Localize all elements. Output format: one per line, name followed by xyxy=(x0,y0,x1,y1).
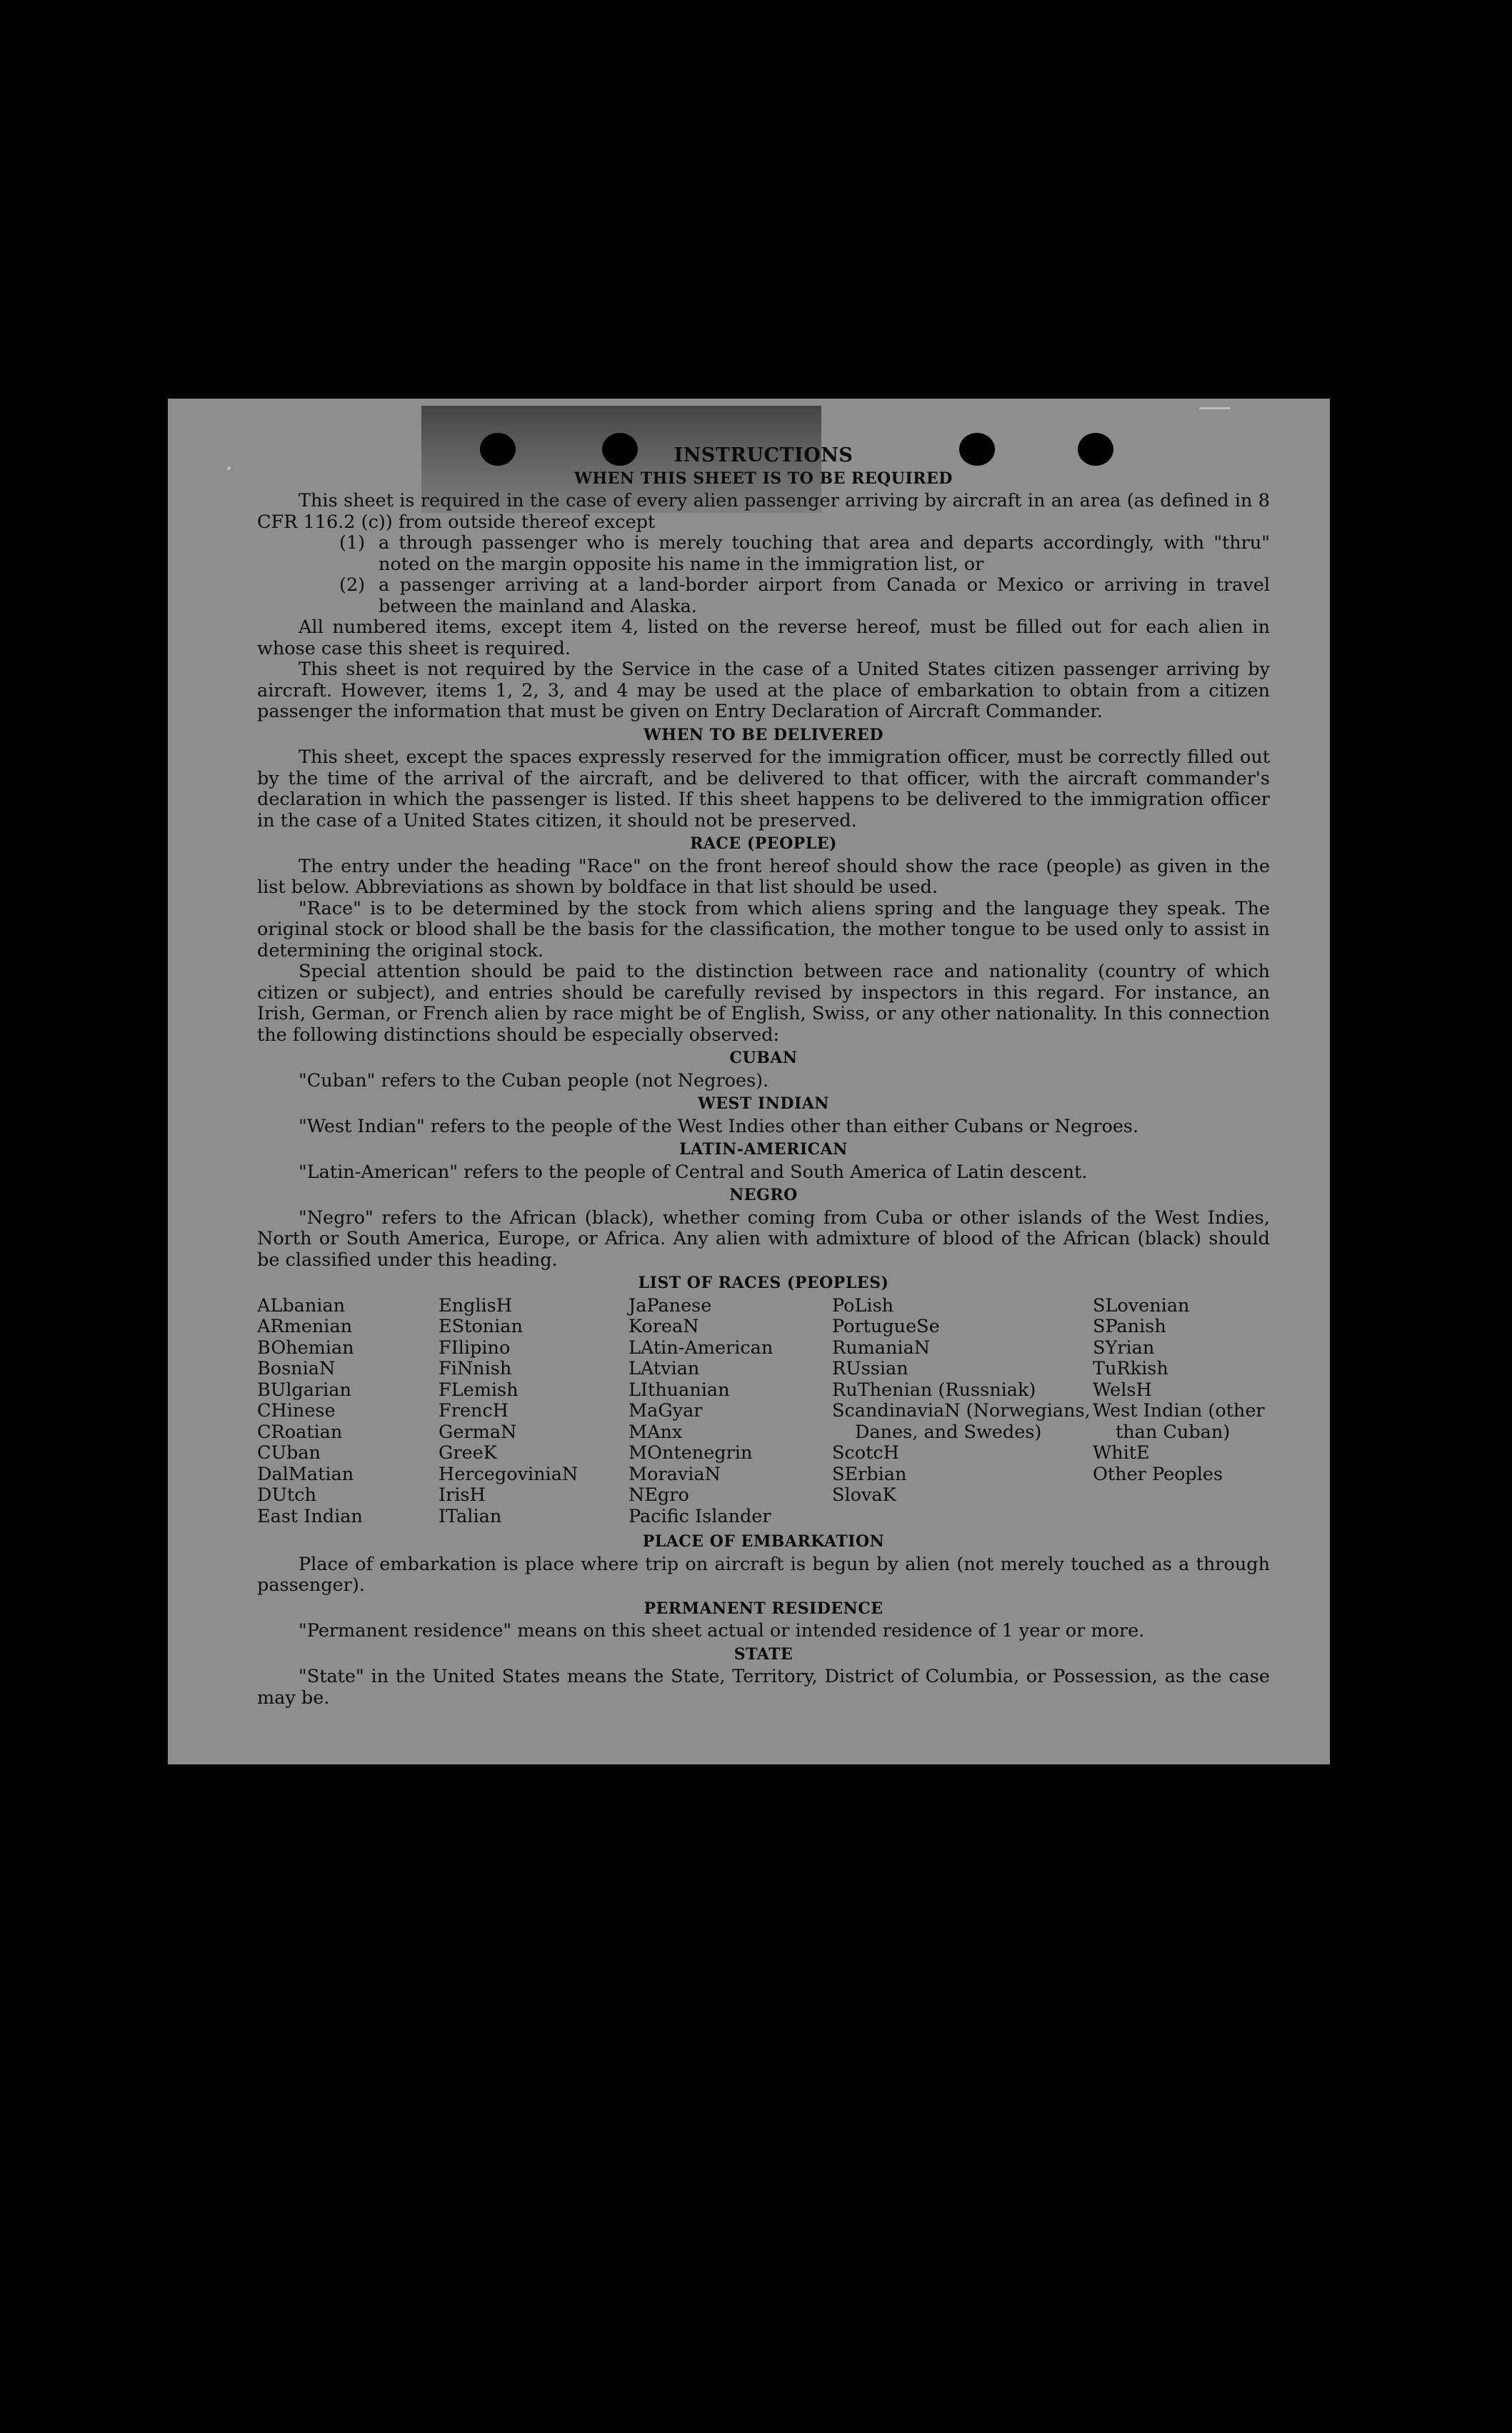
paragraph: All numbered items, except item 4, listed on the reverse hereof, must be filled out for each alien in whose case this sheet is required. xyxy=(257,616,1270,659)
races-column xyxy=(629,1296,832,1528)
race-entry: LIthuanian xyxy=(629,1379,730,1401)
race-entry: PoLish xyxy=(832,1294,894,1317)
race-entry: Other Peoples xyxy=(1093,1463,1223,1485)
race-entry: SPanish xyxy=(1093,1316,1166,1337)
race-entry: CUban xyxy=(257,1442,321,1464)
race-entry: FLemish xyxy=(439,1379,519,1401)
race-entry: TuRkish xyxy=(1093,1358,1168,1379)
paragraph: "West Indian" refers to the people of the West Indies other than either Cubans or Negroes. xyxy=(299,1115,1139,1137)
race-entry: MAnx xyxy=(629,1421,683,1443)
race-entry: EStonian xyxy=(439,1316,523,1337)
race-entry: MaGyar xyxy=(629,1400,703,1422)
race-entry: FrencH xyxy=(439,1400,509,1422)
race-entry: CRoatian xyxy=(257,1421,343,1443)
race-entry: Pacific Islander xyxy=(629,1505,771,1527)
paragraph: "Permanent residence" means on this sheet actual or intended residence of 1 year or more. xyxy=(299,1620,1145,1642)
race-entry: GermaN xyxy=(439,1421,517,1443)
race-entry: PortugueSe xyxy=(832,1316,940,1337)
race-entry: KoreaN xyxy=(629,1316,699,1337)
paragraph: This sheet is not required by the Service in the case of a United States citizen passenger arriving by aircraft. However, items 1, 2, 3, and 4 may be used at the place of embarkation to obtain from a citizen passenger the information that must be given on Entry Declaration of Aircraft Commander. xyxy=(257,659,1270,722)
paragraph: Place of embarkation is place where trip on aircraft is begun by alien (not merely touched as a through passenger). xyxy=(257,1553,1270,1596)
paragraph: The entry under the heading "Race" on the front hereof should show the race (people) as given in the list below. Abbreviations as shown by boldface in that list should be used. xyxy=(257,855,1270,898)
race-entry: MOntenegrin xyxy=(629,1442,753,1464)
paragraph: "Cuban" refers to the Cuban people (not Negroes). xyxy=(299,1069,769,1091)
race-entry: BUlgarian xyxy=(257,1379,351,1401)
race-entry: FIlipino xyxy=(439,1337,511,1359)
list-item xyxy=(339,533,1270,575)
race-entry: BOhemian xyxy=(257,1337,354,1359)
race-entry: HercegoviniaN xyxy=(439,1463,579,1485)
races-column xyxy=(832,1296,1093,1528)
races-column xyxy=(439,1296,629,1528)
paragraph: "Latin-American" refers to the people of Central and South America of Latin descent. xyxy=(299,1161,1088,1183)
race-entry: NEgro xyxy=(629,1484,689,1506)
race-entry: RuThenian (Russniak) xyxy=(832,1379,1036,1401)
race-entry: ScotcH xyxy=(832,1442,899,1464)
list-item xyxy=(339,575,1270,617)
races-column xyxy=(257,1296,439,1528)
race-entry: West Indian (other than Cuban) xyxy=(1093,1400,1265,1443)
race-entry: ITalian xyxy=(439,1505,502,1527)
race-entry: SErbian xyxy=(832,1463,907,1485)
item-number: (1) xyxy=(339,532,366,554)
document-sheet xyxy=(168,399,1330,1764)
section-heading-state: STATE xyxy=(734,1644,793,1664)
race-entry: FiNnish xyxy=(439,1358,512,1379)
paragraph: "Negro" refers to the African (black), whether coming from Cuba or other islands of the West Indies, North or South America, Europe, or Africa. Any alien with admixture of blood of the African (black) should be classified under this heading. xyxy=(257,1206,1270,1271)
section-heading-when-delivered: WHEN TO BE DELIVERED xyxy=(644,725,883,744)
paragraph: Special attention should be paid to the distinction between race and nationality (country of which citizen or subject), and entries should be carefully revised by inspectors in this regard. For instance, an Irish, German, or French alien by race might be of English, Swiss, or any other nationality. In this connection the following distinctions should be especially observed: xyxy=(257,961,1270,1046)
item-number: (2) xyxy=(339,574,366,596)
race-entry: WelsH xyxy=(1093,1379,1152,1401)
paragraph: "Race" is to be determined by the stock from which aliens spring and the language they speak. The original stock or blood shall be the basis for the classification, the mother tongue to be used only to assist in determining the original stock. xyxy=(257,897,1270,961)
item-text: a passenger arriving at a land-border airport from Canada or Mexico or arriving in travel between the mainland and Alaska. xyxy=(379,574,1270,617)
page-title: INSTRUCTIONS xyxy=(674,444,853,466)
paragraph: "State" in the United States means the State, Territory, District of Columbia, or Possession, as the case may be. xyxy=(257,1666,1270,1709)
item-text: a through passenger who is merely touching that area and departs accordingly, with "thru" noted on the margin opposite his name in the immigration list, or xyxy=(379,532,1270,575)
race-entry: RUssian xyxy=(832,1358,908,1379)
paragraph: This sheet is required in the case of every alien passenger arriving by aircraft in an area (as defined in 8 CFR 116.2 (c)) from outside thereof except xyxy=(257,490,1270,533)
race-entry: East Indian xyxy=(257,1505,363,1527)
race-entry: BosniaN xyxy=(257,1358,336,1379)
race-entry: LAtvian xyxy=(629,1358,700,1379)
race-entry: DUtch xyxy=(257,1484,316,1506)
race-entry: RumaniaN xyxy=(832,1337,931,1359)
section-heading-negro: NEGRO xyxy=(729,1186,798,1204)
race-entry: EnglisH xyxy=(439,1294,512,1317)
section-heading-cuban: CUBAN xyxy=(729,1049,798,1067)
race-entry: ALbanian xyxy=(257,1294,346,1317)
race-entry: WhitE xyxy=(1093,1442,1150,1464)
race-entry: SlovaK xyxy=(832,1484,896,1506)
race-entry: IrisH xyxy=(439,1484,486,1506)
speck xyxy=(227,466,231,470)
race-entry: DalMatian xyxy=(257,1463,354,1485)
section-heading-race: RACE (PEOPLE) xyxy=(690,834,837,853)
race-entry: JaPanese xyxy=(629,1294,712,1317)
race-entry: SLovenian xyxy=(1093,1294,1190,1317)
race-entry: SYrian xyxy=(1093,1337,1155,1359)
race-entry: MoraviaN xyxy=(629,1463,721,1485)
race-entry: ARmenian xyxy=(257,1316,353,1337)
section-heading-residence: PERMANENT RESIDENCE xyxy=(644,1599,883,1618)
race-entry: GreeK xyxy=(439,1442,497,1464)
section-heading-when-required: WHEN THIS SHEET IS TO BE REQUIRED xyxy=(574,469,953,488)
speck xyxy=(1199,407,1231,409)
race-entry: LAtin-American xyxy=(629,1337,773,1359)
instructions-content xyxy=(257,443,1270,1709)
race-entry: ScandinaviaN (Norwegians, Danes, and Swedes) xyxy=(832,1400,1091,1443)
section-heading-embarkation: PLACE OF EMBARKATION xyxy=(642,1532,885,1551)
races-column xyxy=(1093,1296,1270,1528)
races-list xyxy=(257,1296,1270,1528)
section-heading-races-list: LIST OF RACES (PEOPLES) xyxy=(638,1274,889,1292)
race-entry: CHinese xyxy=(257,1400,336,1422)
section-heading-west-indian: WEST INDIAN xyxy=(698,1094,829,1113)
paragraph: This sheet, except the spaces expressly reserved for the immigration officer, must be correctly filled out by the time of the arrival of the aircraft, and be delivered to that officer, with the aircraft commander's declaration in which the passenger is listed. If this sheet happens to be delivered to the immigration officer in the case of a United States citizen, it should not be preserved. xyxy=(257,746,1270,831)
section-heading-latin-american: LATIN-AMERICAN xyxy=(679,1140,848,1159)
